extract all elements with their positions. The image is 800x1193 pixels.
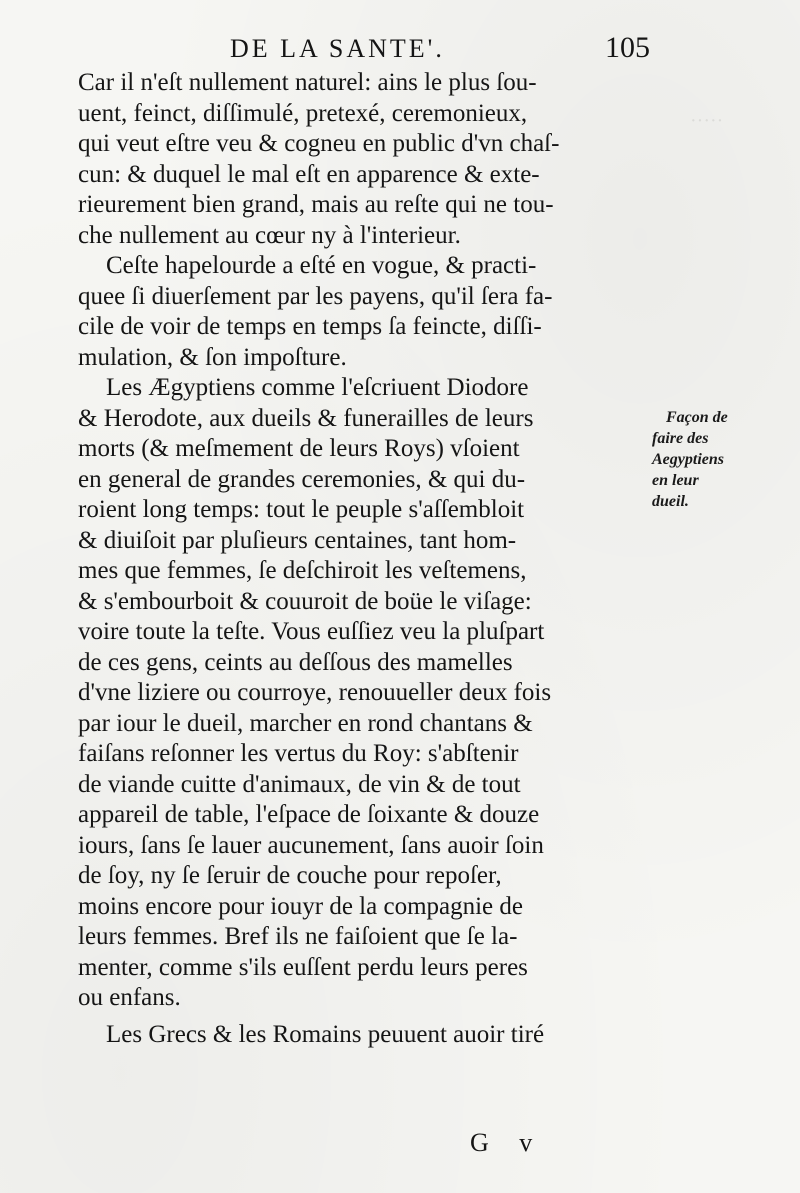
text-line: iours, ſans ſe lauer aucunement, ſans auoir ſoin [78,831,544,859]
text-line: appareil de table, l'eſpace de ſoixante & douze [78,801,540,828]
text-line: & diuiſoit par pluſieurs centaines, tant hom- [78,526,517,554]
text-line: moins encore pour iouyr de la compagnie de [78,892,523,920]
running-title: DE LA SANTE'. [230,34,445,63]
text-line: cile de voir de temps en temps ſa feincte, diſſi- [78,313,542,340]
text-line: uent, feinct, diſſimulé, pretexé, ceremonieux, [78,99,528,127]
page-number: 105 [605,31,650,64]
text-line: & s'embourboit & couuroit de boüe le viſage: [78,587,532,615]
margin-note-line: faire des [652,430,709,447]
text-line: Car il n'eſt nullement naturel: ains le plus ſou- [78,69,537,96]
text-line: d'vne liziere ou courroye, renouueller deux fois [78,679,552,706]
margin-note-line: Aegyptiens [652,451,724,468]
text-line: de ces gens, ceints au deſſous des mamelles [78,648,513,676]
text-line: Les Grecs & les Romains peuuent auoir tiré [106,1020,545,1048]
text-line: quee ſi diuerſement par les payens, qu'il ſera fa- [78,282,553,310]
margin-note-line: en leur [652,472,699,489]
text-line: par iour le dueil, marcher en rond chantans & [78,709,533,737]
text-line: de ſoy, ny ſe ſeruir de couche pour repoſer, [78,862,502,889]
margin-note-line: Façon de [666,409,728,426]
text-line: mulation, & ſon impoſture. [78,343,347,371]
text-line: Ceſte hapelourde a eſté en vogue, & practi- [106,252,537,279]
text-line: che nullement au cœur ny à l'interieur. [78,221,461,249]
text-line: cun: & duquel le mal eſt en apparence & exte- [78,160,540,188]
text-line: voire toute la teſte. Vous euſſiez veu la pluſpart [78,618,545,645]
text-line: & Herodote, aux dueils & funerailles de leurs [78,404,534,432]
text-line: de viande cuitte d'animaux, de vin & de tout [78,770,521,798]
text-line: morts (& meſmement de leurs Roys) vſoient [78,435,520,462]
text-line: mes que femmes, ſe deſchiroit les veſtemens, [78,557,527,584]
margin-note-line: dueil. [652,493,689,510]
text-line: en general de grandes ceremonies, & qui du- [78,465,526,493]
text-line: qui veut eſtre veu & cogneu en public d'vn chaſ- [78,130,560,157]
text-line: rieurement bien grand, mais au reſte qui ne tou- [78,191,554,218]
text-line: Les Ægyptiens comme l'eſcriuent Diodore [106,374,529,401]
margin-note [652,407,772,512]
text-line: leurs femmes. Bref ils ne faiſoient que ſe la- [78,923,518,950]
text-line: faiſans reſonner les vertus du Roy: s'abſtenir [78,740,519,767]
text-line: ou enfans. [78,984,181,1011]
body-text [78,67,648,1049]
text-line: roient long temps: tout le peuple s'aſſembloit [78,496,525,523]
show-through-text: ····· [690,110,724,132]
signature-mark: G v [470,1128,545,1157]
text-line: menter, comme s'ils euſſent perdu leurs peres [78,953,528,981]
